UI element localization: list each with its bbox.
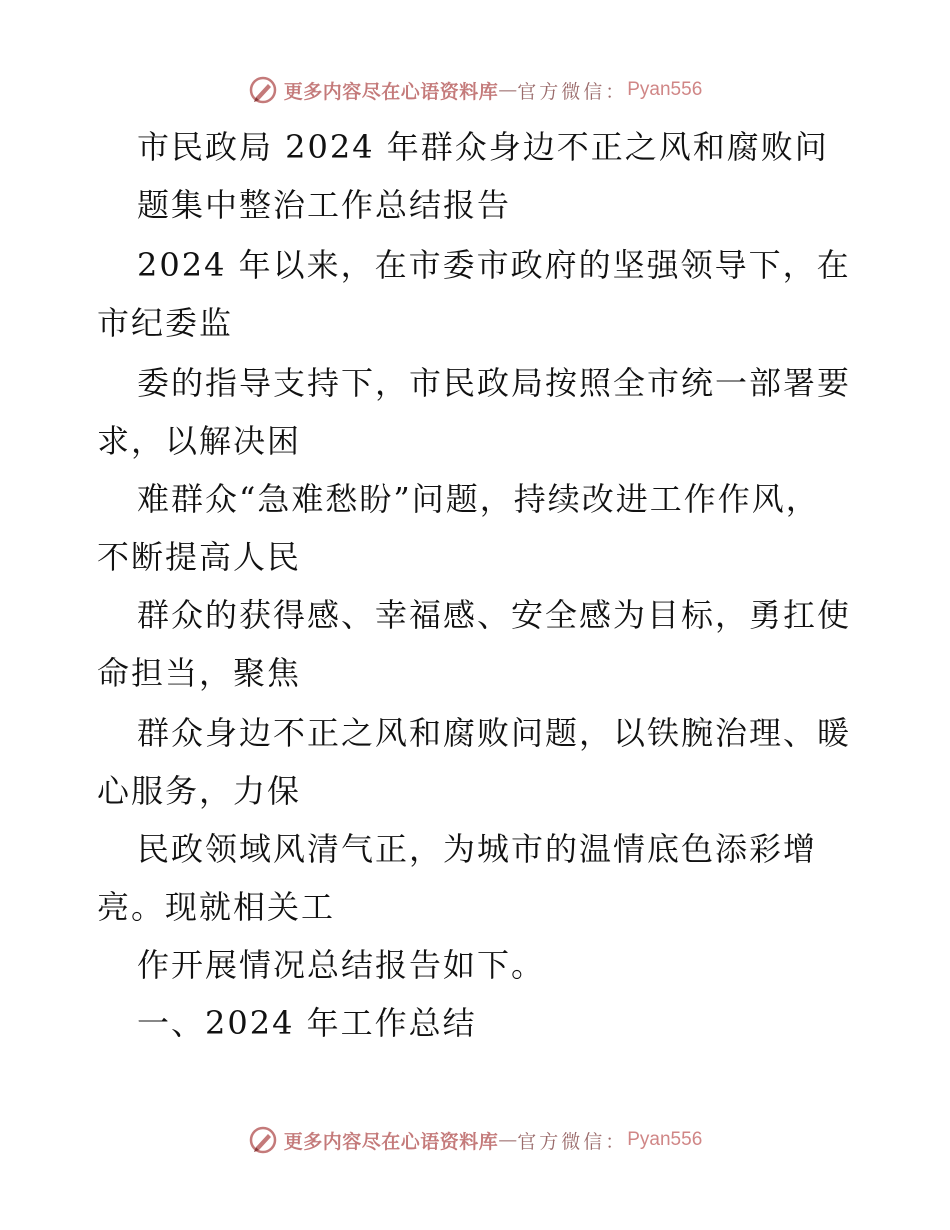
paragraph-line: 市纪委监 [97, 304, 234, 342]
watermark-header [0, 70, 950, 110]
document-title-line-2: 题集中整治工作总结报告 [137, 186, 512, 224]
watermark-main-text: 更多内容尽在心语资料库 [283, 80, 499, 103]
watermark-separator: — [498, 79, 518, 101]
paragraph-line: 命担当，聚焦 [97, 654, 302, 692]
section-heading: 一、2024 年工作总结 [137, 1004, 477, 1042]
pen-logo-icon [248, 75, 278, 105]
watermark-main-text: 更多内容尽在心语资料库 [283, 1130, 499, 1153]
watermark-footer [0, 1120, 950, 1160]
paragraph-line: 不断提高人民 [97, 538, 302, 576]
paragraph-line: 委的指导支持下，市民政局按照全市统一部署要 [137, 364, 852, 402]
watermark-separator: — [498, 1129, 518, 1151]
watermark-official-label: 官方微信： [517, 80, 628, 103]
paragraph-line: 群众的获得感、幸福感、安全感为目标，勇扛使 [137, 596, 852, 634]
paragraph-line: 群众身边不正之风和腐败问题，以铁腕治理、暖 [137, 714, 852, 752]
watermark-account-id: Pyan556 [627, 79, 703, 100]
watermark-official-label: 官方微信： [517, 1130, 628, 1153]
document-title-line-1: 市民政局 2024 年群众身边不正之风和腐败问 [137, 128, 829, 166]
paragraph-line: 心服务，力保 [97, 772, 302, 810]
pen-logo-icon [248, 1125, 278, 1155]
paragraph-line: 难群众“急难愁盼”问题，持续改进工作作风， [137, 480, 820, 518]
paragraph-line: 求，以解决困 [97, 422, 302, 460]
paragraph-line: 亮。现就相关工 [97, 888, 336, 926]
watermark-account-id: Pyan556 [627, 1129, 703, 1150]
paragraph-line: 民政领域风清气正，为城市的温情底色添彩增 [137, 830, 818, 868]
paragraph-line: 作开展情况总结报告如下。 [137, 946, 546, 984]
paragraph-line: 2024 年以来，在市委市政府的坚强领导下，在 [137, 246, 851, 284]
